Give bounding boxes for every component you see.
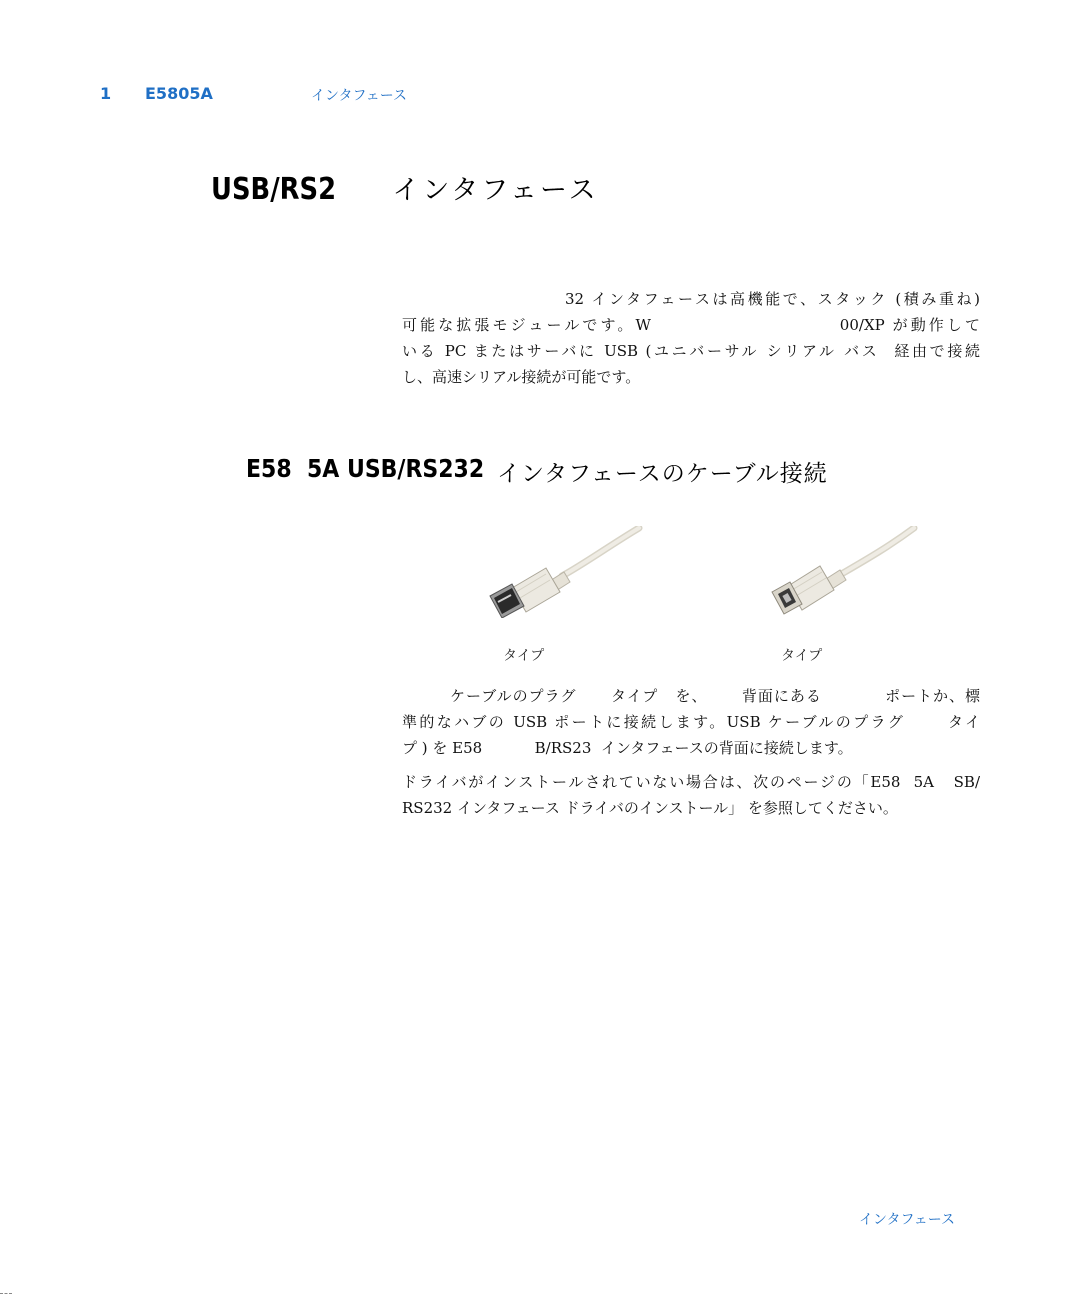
figure-caption-a: タイプ xyxy=(503,648,545,664)
section-heading-cable-connection xyxy=(246,454,828,487)
crop-mark xyxy=(0,1293,12,1295)
paragraph-line: ドライバがインストールされていない場合は、次のページの「E58 5A SB/ xyxy=(402,773,980,791)
paragraph-line: 準的なハブの USB ポートに接続します。USB ケーブルのプラグ タイ xyxy=(402,713,980,731)
chapter-number: 1 xyxy=(100,84,112,103)
heading-prefix: E58 5A USB/RS232 xyxy=(246,454,485,483)
figure-caption-b: タイプ xyxy=(781,648,823,664)
usb-type-b-plug-icon xyxy=(762,526,922,618)
heading-prefix: USB/RS2 xyxy=(211,172,337,207)
cable-paragraph xyxy=(402,683,980,761)
paragraph-line: プ ) を E58 B/RS23 インタフェースの背面に接続します。 xyxy=(402,739,853,757)
driver-paragraph xyxy=(402,769,980,821)
header-subtitle: インタフェース xyxy=(311,88,408,104)
footer-label: インタフェース xyxy=(859,1212,956,1228)
intro-paragraph xyxy=(402,286,980,390)
usb-type-a-plug-icon xyxy=(484,526,644,618)
paragraph-line: ケーブルのプラグ タイプ を、 背面にある ポートか、標 xyxy=(450,687,980,705)
section-heading-usb-rs232 xyxy=(211,168,599,207)
paragraph-line: 可能な拡張モジュールです。W 00/XP が動作して xyxy=(402,316,980,334)
paragraph-line: いる PC またはサーバに USB (ユニバーサル シリアル バス 経由で接続 xyxy=(402,342,980,360)
paragraph-line: 32 インタフェースは高機能で、スタック (積み重ね) xyxy=(565,290,980,308)
heading-jp: インタフェースのケーブル接続 xyxy=(497,461,828,487)
paragraph-line: し、高速シリアル接続が可能です。 xyxy=(402,368,641,386)
paragraph-line: RS232 インタフェース ドライバのインストール」 を参照してください。 xyxy=(402,799,898,817)
heading-jp: インタフェース xyxy=(392,175,599,206)
model-name: E5805A xyxy=(145,84,213,103)
